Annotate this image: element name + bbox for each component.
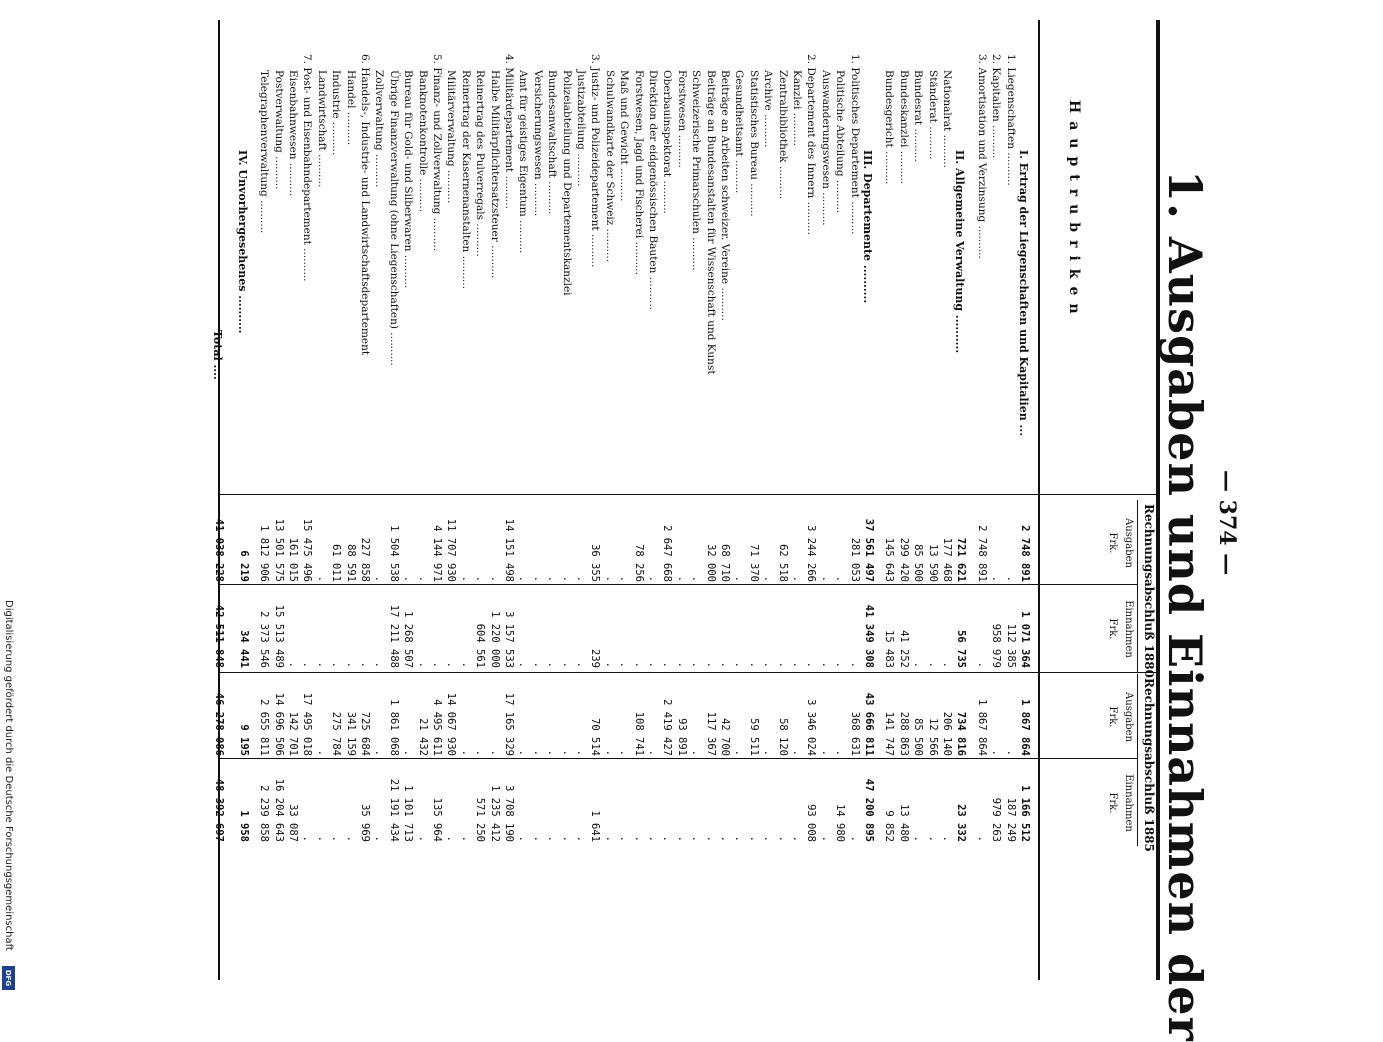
cell-value: . <box>647 661 659 668</box>
cell-value: . <box>647 835 659 842</box>
cell-value: . <box>819 575 832 582</box>
cell-value: . <box>690 575 703 582</box>
cell-value: . <box>459 575 472 582</box>
row-label: Reinertrag des Pulverregals .......... <box>474 70 487 257</box>
cell-value: . <box>675 661 688 668</box>
cell-value: . <box>791 661 803 668</box>
cell-value: 35 969 <box>359 804 371 842</box>
cell-value: . <box>488 749 501 756</box>
cell-value: . <box>675 575 688 582</box>
column-divider <box>220 672 1160 673</box>
cell-value: . <box>474 749 487 756</box>
cell-value: . <box>445 661 458 668</box>
group-rule <box>1137 500 1138 672</box>
row-label: Banknotenkontrolle .......... <box>416 70 429 213</box>
row-label: Direktion der eidgenössischen Bauten .......... <box>647 70 659 311</box>
cell-value: . <box>990 749 1003 756</box>
cell-value: 58 120 <box>776 718 789 756</box>
cell-value: . <box>315 835 328 842</box>
year-group-label: Rechnungsabschluß 1885 <box>1142 678 1156 852</box>
cell-value: . <box>941 835 953 842</box>
cell-value: 1 166 512 <box>1019 785 1031 842</box>
cell-value: 1 268 507 <box>402 611 415 668</box>
cell-value: . <box>805 661 818 668</box>
cell-value: . <box>834 661 847 668</box>
cell-value: 1 641 <box>589 810 602 842</box>
cell-value: 41 349 308 <box>863 604 875 668</box>
cell-value: . <box>373 575 386 582</box>
cell-value: . <box>819 835 832 842</box>
cell-value: . <box>359 661 371 668</box>
section-label: III. Departemente .......... <box>861 150 874 304</box>
cell-value: 16 204 643 <box>272 778 285 842</box>
cell-value: . <box>912 835 925 842</box>
cell-value: 3 708 190 <box>503 785 515 842</box>
cell-value: 142 701 <box>287 711 299 756</box>
cell-value: . <box>848 835 861 842</box>
group-rule <box>1137 674 1138 846</box>
cell-value: . <box>618 749 631 756</box>
cell-value: . <box>546 749 559 756</box>
cell-value: . <box>603 661 616 668</box>
cell-value: . <box>315 749 328 756</box>
section-label: IV. Unvorhergesehenes .......... <box>235 150 249 334</box>
row-label: Justizabteilung .......... <box>575 70 587 187</box>
cell-value: 85 500 <box>912 544 925 582</box>
cell-value: . <box>301 661 314 668</box>
cell-value: 2 748 891 <box>975 525 988 582</box>
cell-value: . <box>733 749 746 756</box>
row-label: Bundesgericht .......... <box>883 70 896 185</box>
cell-value: . <box>560 835 573 842</box>
cell-value: . <box>926 835 939 842</box>
cell-value: . <box>762 835 775 842</box>
cell-value: 15 513 489 <box>272 604 285 668</box>
cell-value: 13 501 575 <box>272 518 285 582</box>
cell-value: . <box>675 835 688 842</box>
row-label: Telegraphenverwaltung .......... <box>258 70 271 234</box>
cell-value: 71 370 <box>747 544 760 582</box>
cell-value: 368 631 <box>848 711 861 756</box>
digitization-credit: Digitalisierung gefördert durch die Deutsche Forschungsgemeinschaft <box>3 600 14 951</box>
cell-value: . <box>733 661 746 668</box>
row-label: Polizeiabteilung und Departementskanzlei <box>560 70 573 296</box>
cell-value: 281 053 <box>848 537 861 582</box>
cell-value: 14 696 506 <box>272 692 285 756</box>
cell-value: 227 858 <box>359 537 371 582</box>
cell-value: 41 038 228 <box>213 518 226 582</box>
cell-value: 48 392 697 <box>213 778 226 842</box>
cell-value: 14 151 498 <box>503 518 515 582</box>
cell-value: . <box>560 575 573 582</box>
cell-value: 2 655 811 <box>258 699 271 756</box>
cell-value: 1 958 <box>237 810 250 842</box>
cell-value: . <box>344 661 357 668</box>
cell-value: . <box>488 575 501 582</box>
cell-value: 42 511 848 <box>213 604 226 668</box>
cell-value: . <box>560 661 573 668</box>
cell-value: 1 812 906 <box>258 525 271 582</box>
column-subheader: Ausgaben <box>1123 692 1134 742</box>
cell-value: . <box>603 749 616 756</box>
cell-value: . <box>819 749 832 756</box>
row-label: Schulwandkarte der Schweiz .......... <box>603 70 616 263</box>
cell-value: 78 256 <box>632 544 645 582</box>
cell-value: . <box>373 835 386 842</box>
cell-value: . <box>416 661 429 668</box>
cell-value: . <box>459 661 472 668</box>
cell-value: . <box>474 575 487 582</box>
row-label: 2. Kapitalien .......... <box>990 54 1003 159</box>
cell-value: 36 355 <box>589 544 602 582</box>
cell-value: . <box>941 661 953 668</box>
cell-value: . <box>603 575 616 582</box>
cell-value: . <box>975 835 988 842</box>
row-label: Eisenbahnwesen .......... <box>287 70 299 197</box>
cell-value: . <box>373 661 386 668</box>
cell-value: 288 863 <box>897 711 910 756</box>
row-label: Zollverwaltung .......... <box>373 70 386 188</box>
cell-value: . <box>719 661 731 668</box>
cell-value: 17 495 018 <box>301 692 314 756</box>
row-label: Auswanderungswesen .......... <box>819 70 832 226</box>
cell-value: . <box>445 835 458 842</box>
cell-value: 17 211 488 <box>387 604 400 668</box>
cell-value: 108 741 <box>632 711 645 756</box>
cell-value: . <box>791 749 803 756</box>
cell-value: . <box>531 749 544 756</box>
cell-value: . <box>975 661 988 668</box>
cell-value: . <box>402 749 415 756</box>
row-label: Reinertrag der Kasernenanstalten .......... <box>459 70 472 289</box>
row-label: Politische Abteilung .......... <box>834 70 847 214</box>
cell-value: . <box>1004 575 1017 582</box>
cell-value: . <box>776 661 789 668</box>
cell-value: 161 015 <box>287 537 299 582</box>
row-label: Bundesanwaltschaft .......... <box>546 70 559 215</box>
cell-value: 15 483 <box>883 630 896 668</box>
cell-value: 604 561 <box>474 623 487 668</box>
cell-value: 59 511 <box>747 718 760 756</box>
row-label: Oberbauinspektorat .......... <box>661 70 674 214</box>
row-label: Zentralbibliothek .......... <box>776 70 789 200</box>
cell-value: . <box>661 835 674 842</box>
cell-value: 21 432 <box>416 718 429 756</box>
cell-value: . <box>301 835 314 842</box>
cell-value: . <box>690 749 703 756</box>
column-unit: Frk. <box>1107 532 1118 554</box>
cell-value: . <box>848 661 861 668</box>
cell-value: . <box>990 575 1003 582</box>
cell-value: 2 373 546 <box>258 611 271 668</box>
cell-value: 3 244 266 <box>805 525 818 582</box>
cell-value: 1 220 000 <box>488 611 501 668</box>
column-unit: Frk. <box>1107 706 1118 728</box>
cell-value: . <box>762 661 775 668</box>
cell-value: 11 707 930 <box>445 518 458 582</box>
row-label: 5. Finanz- und Zollverwaltung .......... <box>431 54 443 252</box>
cell-value: . <box>632 835 645 842</box>
cell-value: 958 979 <box>990 623 1003 668</box>
cell-value: . <box>762 575 775 582</box>
row-label: Bureau für Gold- und Silberwaren .......... <box>402 70 415 289</box>
cell-value: . <box>575 661 587 668</box>
cell-value: 56 735 <box>955 630 968 668</box>
cell-value: . <box>747 661 760 668</box>
cell-value: . <box>315 661 328 668</box>
column-unit: Frk. <box>1107 618 1118 640</box>
cell-value: 68 710 <box>719 544 731 582</box>
cell-value: . <box>546 835 559 842</box>
cell-value: . <box>531 661 544 668</box>
row-label: 3. Justiz- und Polizeidepartement .......... <box>589 54 602 268</box>
cell-value: . <box>647 575 659 582</box>
cell-value: . <box>690 835 703 842</box>
cell-value: 43 666 811 <box>863 692 875 756</box>
header-rule <box>1038 20 1040 980</box>
cell-value: 93 891 <box>675 718 688 756</box>
cell-value: 47 200 895 <box>863 778 875 842</box>
row-label: Maß und Gewicht .......... <box>618 70 631 202</box>
cell-value: . <box>517 749 530 756</box>
cell-value: 1 101 713 <box>402 785 415 842</box>
cell-value: . <box>747 835 760 842</box>
row-label: Halbe Militärpflichtersatzsteuer .......... <box>488 70 501 279</box>
row-label: Kanzlei .......... <box>791 70 803 147</box>
page-title: 1. Ausgaben und Einnahmen der <box>1158 170 1212 1042</box>
row-label: Schweizerische Primarschulen .......... <box>690 70 703 271</box>
cell-value: . <box>834 749 847 756</box>
cell-value: . <box>373 749 386 756</box>
cell-value: . <box>517 661 530 668</box>
cell-value: . <box>791 575 803 582</box>
cell-value: . <box>704 835 717 842</box>
row-label: 2. Departement des Innern .......... <box>805 54 818 235</box>
cell-value: 6 219 <box>237 550 250 582</box>
cell-value: . <box>431 661 443 668</box>
cell-value: 46 278 086 <box>213 692 226 756</box>
cell-value: 2 647 668 <box>661 525 674 582</box>
cell-value: . <box>618 575 631 582</box>
row-label: Forstwesen .......... <box>675 70 688 168</box>
row-label: Nationalrat .......... <box>941 70 953 168</box>
cell-value: 112 385 <box>1004 623 1017 668</box>
row-label: Beiträge an Arbeiten schweizer. Vereine .......... <box>719 70 731 321</box>
row-label: Bundeskanzlei .......... <box>897 70 910 185</box>
cell-value: . <box>776 835 789 842</box>
cell-value: 1 867 864 <box>975 699 988 756</box>
cell-value: 42 700 <box>719 718 731 756</box>
cell-value: . <box>603 835 616 842</box>
cell-value: 206 140 <box>941 711 953 756</box>
cell-value: 275 784 <box>330 711 343 756</box>
cell-value: . <box>330 835 343 842</box>
row-label: Statistisches Bureau .......... <box>747 70 760 217</box>
cell-value: . <box>517 575 530 582</box>
section-label: II. Allgemeine Verwaltung .......... <box>953 150 967 354</box>
cell-value: 145 643 <box>883 537 896 582</box>
cell-value: 141 747 <box>883 711 896 756</box>
cell-value: . <box>531 835 544 842</box>
cell-value: . <box>560 749 573 756</box>
year-group-label: Rechnungsabschluß 1880 <box>1142 504 1156 678</box>
column-subheader: Einnahmen <box>1123 774 1134 832</box>
row-label: Übrige Finanzverwaltung (ohne Liegenschaften) .......... <box>387 70 400 366</box>
cell-value: . <box>575 835 587 842</box>
cell-value: . <box>315 575 328 582</box>
cell-value: 4 144 971 <box>431 525 443 582</box>
cell-value: 93 008 <box>805 804 818 842</box>
cell-value: . <box>912 661 925 668</box>
cell-value: 9 195 <box>237 724 250 756</box>
cell-value: . <box>517 835 530 842</box>
cell-value: 13 480 <box>897 804 910 842</box>
cell-value: . <box>733 575 746 582</box>
cell-value: 1 071 364 <box>1019 611 1031 668</box>
cell-value: . <box>459 835 472 842</box>
cell-value: 721 621 <box>955 537 968 582</box>
column-subheader: Ausgaben <box>1123 518 1134 568</box>
top-rule <box>1156 20 1160 980</box>
section-label: I. Ertrag der Liegenschaften und Kapitalien ... <box>1017 150 1030 437</box>
cell-value: . <box>287 661 299 668</box>
cell-value: 70 514 <box>589 718 602 756</box>
cell-value: 37 561 497 <box>863 518 875 582</box>
cell-value: 239 <box>589 649 602 668</box>
cell-value: 1 861 068 <box>387 699 400 756</box>
cell-value: 14 980 <box>834 804 847 842</box>
cell-value: . <box>416 575 429 582</box>
row-label: 1. Politisches Departement .......... <box>848 54 861 235</box>
cell-value: 33 087 <box>287 804 299 842</box>
cell-value: 15 475 496 <box>301 518 314 582</box>
cell-value: 34 441 <box>237 630 250 668</box>
row-label: Bundesrat .......... <box>912 70 925 162</box>
cell-value: . <box>618 661 631 668</box>
cell-value: 734 816 <box>955 711 968 756</box>
row-label: 7. Post- und Eisenbahndepartement .......... <box>301 54 314 282</box>
cell-value: . <box>618 835 631 842</box>
row-label: 1. Liegenschaften .......... <box>1004 54 1017 186</box>
cell-value: 17 165 329 <box>503 692 515 756</box>
row-label: Versicherungswesen .......... <box>531 70 544 217</box>
cell-value: 23 332 <box>955 804 968 842</box>
cell-value: . <box>926 661 939 668</box>
cell-value: 85 500 <box>912 718 925 756</box>
row-label: 3. Amortisation und Verzinsung .......... <box>975 54 988 259</box>
cell-value: 177 468 <box>941 537 953 582</box>
row-label: Forstwesen, Jagd und Fischerei .......... <box>632 70 645 275</box>
column-divider <box>220 494 1160 495</box>
column-divider <box>220 758 1138 759</box>
page-number: — 374 — <box>1214 470 1240 576</box>
dfg-logo: DFG <box>2 966 15 990</box>
cell-value: 4 495 611 <box>431 699 443 756</box>
cell-value: 21 191 434 <box>387 778 400 842</box>
cell-value: . <box>546 661 559 668</box>
cell-value: 32 000 <box>704 544 717 582</box>
cell-value: 61 011 <box>330 544 343 582</box>
cell-value: 14 067 930 <box>445 692 458 756</box>
column-header-hauptrubriken: Hauptrubriken <box>1066 100 1082 322</box>
row-label: Beiträge an Bundesanstalten für Wissenschaft und Kunst <box>704 70 717 375</box>
cell-value: 2 419 427 <box>661 699 674 756</box>
cell-value: 9 852 <box>883 810 896 842</box>
cell-value: . <box>344 835 357 842</box>
cell-value: 979 263 <box>990 797 1003 842</box>
cell-value: . <box>330 661 343 668</box>
row-label: Gesundheitsamt .......... <box>733 70 746 194</box>
total-label: Total .... <box>211 330 225 380</box>
cell-value: . <box>575 749 587 756</box>
cell-value: . <box>459 749 472 756</box>
cell-value: . <box>1004 749 1017 756</box>
row-label: Amt für geistiges Eigentum .......... <box>517 70 530 254</box>
cell-value: 1 235 412 <box>488 785 501 842</box>
row-label: Archive .......... <box>762 70 775 148</box>
cell-value: . <box>546 575 559 582</box>
cell-value: 117 367 <box>704 711 717 756</box>
column-divider <box>220 584 1138 585</box>
cell-value: . <box>719 835 731 842</box>
cell-value: 62 518 <box>776 544 789 582</box>
column-subheader: Einnahmen <box>1123 600 1134 658</box>
cell-value: . <box>690 661 703 668</box>
cell-value: . <box>647 749 659 756</box>
cell-value: . <box>762 749 775 756</box>
row-label: Militärverwaltung .......... <box>445 70 458 204</box>
row-label: 6. Handels-, Industrie- und Landwirtschaftsdepartement <box>359 54 371 356</box>
row-label: Postverwaltung .......... <box>272 70 285 190</box>
cell-value: . <box>661 661 674 668</box>
cell-value: . <box>575 575 587 582</box>
cell-value: . <box>531 575 544 582</box>
cell-value: 571 250 <box>474 797 487 842</box>
cell-value: . <box>733 835 746 842</box>
cell-value: 3 346 024 <box>805 699 818 756</box>
cell-value: . <box>819 661 832 668</box>
row-label: Ständerat .......... <box>926 70 939 160</box>
cell-value: 2 239 858 <box>258 785 271 842</box>
cell-value: 1 504 538 <box>387 525 400 582</box>
row-label: Handel .......... <box>344 70 357 146</box>
cell-value: 341 159 <box>344 711 357 756</box>
row-label: Landwirtschaft .......... <box>315 70 328 188</box>
cell-value: . <box>402 575 415 582</box>
cell-value: 135 964 <box>431 797 443 842</box>
cell-value: 13 590 <box>926 544 939 582</box>
cell-value: 299 420 <box>897 537 910 582</box>
row-label: Industrie .......... <box>330 70 343 156</box>
cell-value: 2 748 891 <box>1019 525 1031 582</box>
cell-value: . <box>416 835 429 842</box>
cell-value: 3 157 533 <box>503 611 515 668</box>
cell-value: . <box>791 835 803 842</box>
cell-value: 41 252 <box>897 630 910 668</box>
cell-value: 1 867 864 <box>1019 699 1031 756</box>
cell-value: . <box>704 661 717 668</box>
cell-value: . <box>632 661 645 668</box>
cell-value: 187 249 <box>1004 797 1017 842</box>
cell-value: 12 566 <box>926 718 939 756</box>
cell-value: 725 684 <box>359 711 371 756</box>
cell-value: . <box>834 575 847 582</box>
cell-value: 88 591 <box>344 544 357 582</box>
row-label: 4. Militärdepartement .......... <box>503 54 515 209</box>
column-unit: Frk. <box>1107 792 1118 814</box>
